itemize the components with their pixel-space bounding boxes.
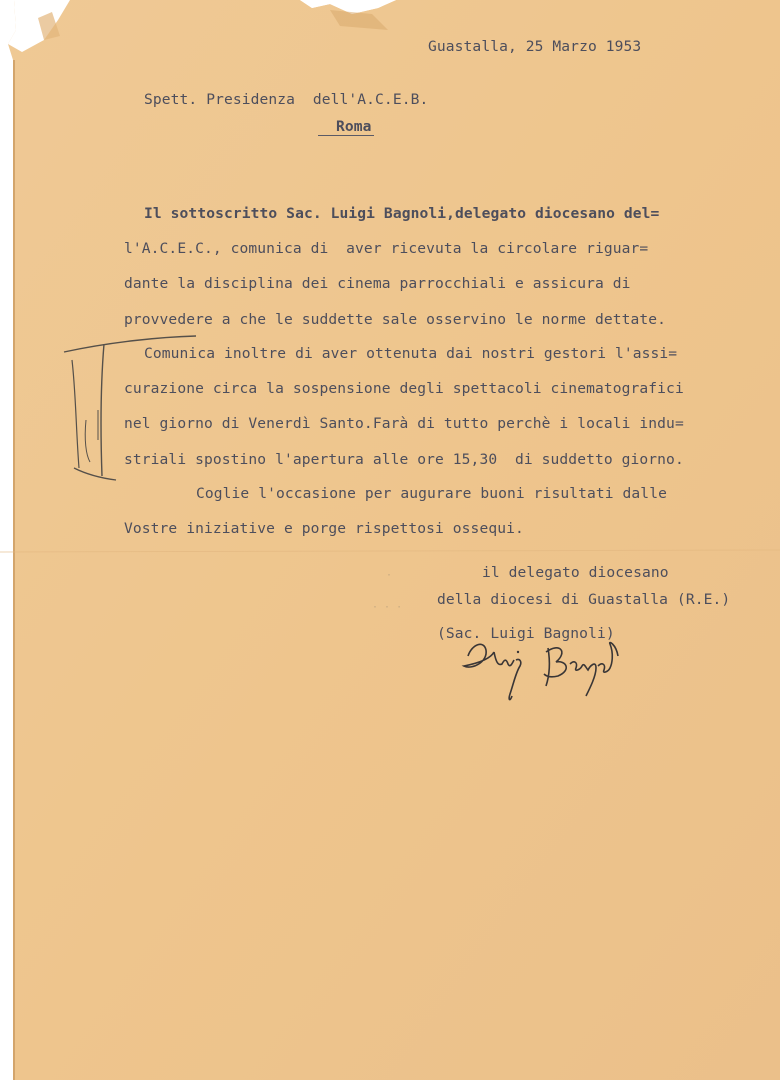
body-line-1: Il sottoscritto Sac. Luigi Bagnoli,delegato diocesano del=	[144, 205, 660, 222]
faint-smudge: · · ·	[372, 602, 403, 613]
recipient-city: Roma	[336, 118, 372, 135]
body-line-2: l'A.C.E.C., comunica di aver ricevuta la circolare riguar=	[124, 240, 649, 257]
body-line-8: striali spostino l'apertura alle ore 15,30 di suddetto giorno.	[124, 451, 684, 468]
body-line-3: dante la disciplina dei cinema parrocchiali e assicura di	[124, 275, 631, 292]
body-line-10: Vostre iniziative e porge rispettosi ossequi.	[124, 520, 524, 537]
body-line-9: Coglie l'occasione per augurare buoni risultati dalle	[196, 485, 667, 502]
handwritten-signature	[450, 630, 640, 710]
body-line-5: Comunica inoltre di aver ottenuta dai nostri gestori l'assi=	[144, 345, 678, 362]
closing-name: (Sac. Luigi Bagnoli)	[437, 625, 615, 642]
date-line: Guastalla, 25 Marzo 1953	[428, 38, 642, 55]
closing-title: il delegato diocesano	[482, 564, 669, 581]
closing-diocese: della diocesi di Guastalla (R.E.)	[437, 591, 731, 608]
body-line-6: curazione circa la sospensione degli spettacoli cinematografici	[124, 380, 684, 397]
body-line-7: nel giorno di Venerdì Santo.Farà di tutto perchè i locali indu=	[124, 415, 684, 432]
body-line-4: provvedere a che le suddette sale osservino le norme dettate.	[124, 311, 667, 328]
city-underline	[318, 135, 374, 136]
faint-smudge: ·	[386, 570, 393, 581]
recipient-line: Spett. Presidenza dell'A.C.E.B.	[144, 91, 429, 108]
